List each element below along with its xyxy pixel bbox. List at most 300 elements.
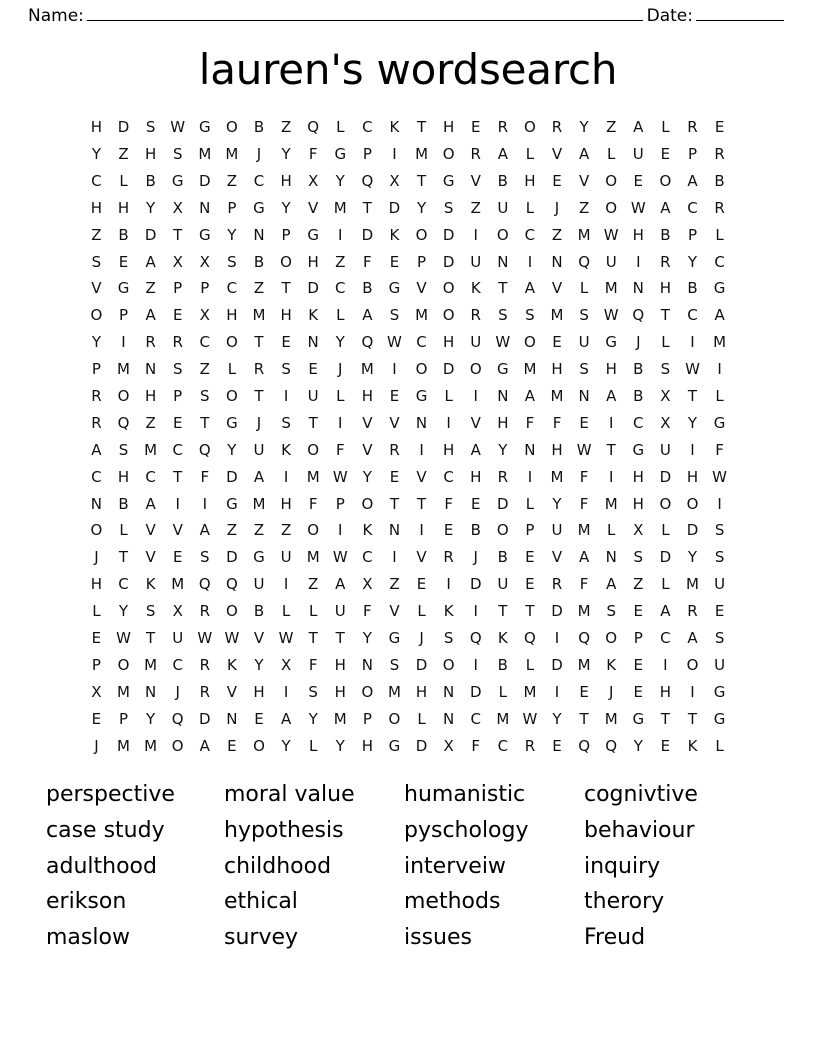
grid-cell[interactable]: V [172,521,183,540]
grid-cell[interactable]: A [524,387,536,405]
name-input-blank[interactable] [87,8,643,21]
grid-cell[interactable]: E [579,413,589,432]
grid-cell[interactable]: U [253,440,265,459]
grid-cell[interactable]: Q [171,709,184,728]
grid-cell[interactable]: V [551,144,563,163]
grid-cell[interactable]: W [116,629,131,648]
grid-cell[interactable]: S [91,252,102,271]
grid-cell[interactable]: O [361,494,374,513]
grid-cell[interactable]: C [687,198,698,217]
grid-cell[interactable]: T [416,494,427,513]
grid-cell[interactable]: K [606,655,617,674]
grid-cell[interactable]: V [253,629,265,648]
grid-cell[interactable]: I [690,440,695,459]
grid-cell[interactable]: B [714,171,725,190]
grid-cell[interactable]: H [361,736,373,755]
grid-cell[interactable]: P [200,279,210,298]
grid-cell[interactable]: H [605,360,617,379]
word-list-item[interactable]: erikson [46,889,127,915]
word-list-item[interactable]: pyschology [404,818,529,844]
grid-cell[interactable]: M [415,144,429,163]
grid-cell[interactable]: H [524,171,536,190]
grid-cell[interactable]: H [686,467,699,486]
grid-cell[interactable]: P [118,709,129,728]
grid-cell[interactable]: P [227,198,237,217]
grid-cell[interactable]: B [497,655,508,674]
grid-cell[interactable]: N [524,440,536,459]
grid-cell[interactable]: C [253,171,265,190]
grid-cell[interactable]: W [170,118,186,137]
grid-cell[interactable]: T [335,629,345,648]
grid-cell[interactable]: S [633,548,644,567]
grid-cell[interactable]: K [443,602,454,621]
grid-cell[interactable]: R [172,333,183,352]
grid-cell[interactable]: N [199,198,211,217]
grid-cell[interactable]: D [415,655,428,674]
grid-cell[interactable]: N [578,387,590,405]
grid-cell[interactable]: O [659,171,672,190]
grid-cell[interactable]: X [199,306,210,325]
grid-cell[interactable]: M [360,360,374,379]
grid-cell[interactable]: P [335,494,345,513]
grid-cell[interactable]: W [576,440,592,459]
grid-cell[interactable]: X [280,655,292,674]
grid-cell[interactable]: N [90,494,103,513]
grid-cell[interactable]: H [90,118,103,137]
grid-cell[interactable]: E [579,682,589,701]
grid-cell[interactable]: L [525,198,535,217]
grid-cell[interactable]: T [525,602,535,621]
grid-cell[interactable]: P [91,655,101,674]
grid-cell[interactable]: E [633,682,644,701]
grid-cell[interactable]: S [606,602,616,621]
grid-cell[interactable]: Z [335,252,346,271]
grid-cell[interactable]: F [579,575,589,594]
grid-cell[interactable]: V [578,171,590,190]
word-list-item[interactable]: adulthood [46,853,157,879]
grid-cell[interactable]: I [338,413,343,432]
grid-cell[interactable]: H [497,413,509,432]
grid-cell[interactable]: T [687,387,698,405]
grid-cell[interactable]: Z [253,521,265,540]
grid-cell[interactable]: U [551,521,563,540]
grid-cell[interactable]: S [443,198,454,217]
grid-cell[interactable]: O [442,279,455,298]
grid-cell[interactable]: R [660,252,671,271]
grid-cell[interactable]: Q [578,629,591,648]
grid-cell[interactable]: X [199,252,210,271]
grid-cell[interactable]: L [444,387,453,405]
grid-cell[interactable]: N [144,360,157,379]
grid-cell[interactable]: O [605,629,618,648]
grid-cell[interactable]: Z [226,521,238,540]
grid-cell[interactable]: R [253,360,265,379]
grid-cell[interactable]: X [443,736,454,755]
grid-cell[interactable]: G [226,413,238,432]
grid-cell[interactable]: E [552,333,562,352]
grid-cell[interactable]: L [119,521,128,540]
grid-cell[interactable]: Q [524,629,536,648]
grid-cell[interactable]: C [524,225,536,244]
grid-cell[interactable]: L [525,494,535,513]
grid-cell[interactable]: I [338,225,343,244]
grid-cell[interactable]: S [145,118,156,137]
grid-cell[interactable]: T [687,709,698,728]
grid-cell[interactable]: M [523,682,537,701]
grid-cell[interactable]: R [687,602,698,621]
grid-cell[interactable]: L [336,387,345,405]
grid-cell[interactable]: W [278,629,294,648]
grid-cell[interactable]: O [253,736,265,755]
grid-cell[interactable]: A [497,144,508,163]
grid-cell[interactable]: M [604,279,618,298]
grid-cell[interactable]: A [606,575,617,594]
grid-cell[interactable]: S [227,252,237,271]
grid-cell[interactable]: G [253,198,265,217]
grid-cell[interactable]: D [226,467,238,486]
grid-cell[interactable]: Z [91,225,102,244]
grid-cell[interactable]: L [281,602,291,621]
grid-cell[interactable]: H [470,467,482,486]
word-list-item[interactable]: ethical [224,889,298,915]
word-list-item[interactable]: moral value [224,782,355,808]
grid-cell[interactable]: R [524,736,536,755]
grid-cell[interactable]: I [717,360,722,379]
grid-cell[interactable]: T [254,333,264,352]
grid-cell[interactable]: W [495,333,511,352]
grid-cell[interactable]: A [145,306,156,325]
grid-cell[interactable]: Y [552,494,562,513]
grid-cell[interactable]: J [636,333,641,352]
grid-cell[interactable]: T [498,602,508,621]
grid-cell[interactable]: H [632,494,644,513]
grid-cell[interactable]: H [659,279,672,298]
grid-cell[interactable]: C [172,655,183,674]
grid-cell[interactable]: D [388,198,401,217]
word-list-item[interactable]: hypothesis [224,818,344,844]
grid-cell[interactable]: I [283,682,289,701]
grid-cell[interactable]: W [630,198,646,217]
grid-cell[interactable]: P [281,225,291,244]
grid-cell[interactable]: J [94,736,99,755]
grid-cell[interactable]: Y [308,709,318,728]
grid-cell[interactable]: S [525,306,535,325]
grid-cell[interactable]: Y [146,198,156,217]
grid-cell[interactable]: M [171,575,185,594]
grid-cell[interactable]: P [633,629,643,648]
grid-cell[interactable]: M [144,440,158,459]
grid-cell[interactable]: B [633,387,644,405]
grid-cell[interactable]: V [145,548,156,567]
grid-cell[interactable]: G [388,629,401,648]
grid-cell[interactable]: U [334,602,346,621]
grid-cell[interactable]: L [417,602,426,621]
grid-cell[interactable]: C [199,333,211,352]
grid-cell[interactable]: L [92,602,101,621]
date-input-blank[interactable] [696,8,784,21]
grid-cell[interactable]: O [307,440,320,459]
grid-cell[interactable]: H [659,682,672,701]
grid-cell[interactable]: I [690,333,695,352]
grid-cell[interactable]: Y [362,629,372,648]
grid-cell[interactable]: C [362,118,373,137]
grid-cell[interactable]: I [283,387,289,405]
grid-cell[interactable]: G [632,709,645,728]
grid-cell[interactable]: H [90,198,103,217]
grid-cell[interactable]: S [308,682,318,701]
grid-cell[interactable]: B [118,225,129,244]
grid-cell[interactable]: O [686,494,699,513]
grid-cell[interactable]: U [280,548,292,567]
word-list-item[interactable]: cognivtive [584,782,698,808]
grid-cell[interactable]: G [334,144,347,163]
grid-cell[interactable]: U [470,252,482,271]
grid-cell[interactable]: O [171,736,184,755]
grid-cell[interactable]: E [714,118,725,137]
grid-cell[interactable]: D [551,655,563,674]
grid-cell[interactable]: E [443,521,454,540]
grid-cell[interactable]: T [498,279,508,298]
grid-cell[interactable]: M [415,306,429,325]
grid-cell[interactable]: F [363,252,372,271]
grid-cell[interactable]: G [713,709,726,728]
grid-cell[interactable]: U [497,575,509,594]
grid-cell[interactable]: I [419,440,424,459]
grid-cell[interactable]: A [199,736,210,755]
grid-cell[interactable]: Y [335,171,345,190]
grid-cell[interactable]: O [117,655,130,674]
grid-cell[interactable]: G [713,682,726,701]
grid-cell[interactable]: X [172,252,183,271]
grid-cell[interactable]: Y [281,198,291,217]
grid-cell[interactable]: G [198,118,211,137]
grid-cell[interactable]: M [144,736,158,755]
grid-cell[interactable]: Q [225,575,238,594]
grid-cell[interactable]: C [714,252,725,271]
grid-cell[interactable]: O [415,360,428,379]
grid-cell[interactable]: D [117,118,130,137]
grid-cell[interactable]: E [389,467,400,486]
grid-cell[interactable]: R [497,118,509,137]
grid-cell[interactable]: E [254,709,264,728]
grid-cell[interactable]: C [118,575,129,594]
grid-cell[interactable]: Y [118,602,129,621]
grid-cell[interactable]: A [91,440,102,459]
word-list-item[interactable]: perspective [46,782,175,808]
grid-cell[interactable]: M [577,521,591,540]
wordsearch-grid[interactable] [83,114,733,759]
grid-cell[interactable]: L [715,387,724,405]
grid-cell[interactable]: E [227,736,237,755]
grid-cell[interactable]: B [253,602,265,621]
grid-cell[interactable]: A [578,548,590,567]
grid-cell[interactable]: Y [146,709,156,728]
grid-cell[interactable]: W [387,333,402,352]
grid-cell[interactable]: I [121,333,126,352]
grid-cell[interactable]: B [362,279,373,298]
grid-cell[interactable]: T [308,629,318,648]
grid-cell[interactable]: Q [578,252,591,271]
grid-cell[interactable]: M [306,467,320,486]
grid-cell[interactable]: T [281,279,291,298]
grid-cell[interactable]: S [389,655,400,674]
grid-cell[interactable]: O [686,655,699,674]
grid-cell[interactable]: E [416,575,427,594]
grid-cell[interactable]: A [335,575,346,594]
grid-cell[interactable]: O [415,225,428,244]
grid-cell[interactable]: Q [361,333,374,352]
grid-cell[interactable]: N [443,709,455,728]
grid-cell[interactable]: L [417,709,426,728]
grid-cell[interactable]: E [470,494,481,513]
grid-cell[interactable]: H [307,252,319,271]
grid-cell[interactable]: V [551,279,563,298]
grid-cell[interactable]: L [308,736,318,755]
grid-cell[interactable]: K [497,629,508,648]
grid-cell[interactable]: E [172,548,183,567]
grid-cell[interactable]: I [175,494,180,513]
grid-cell[interactable]: B [497,548,508,567]
grid-cell[interactable]: D [659,467,672,486]
grid-cell[interactable]: T [118,548,129,567]
grid-cell[interactable]: V [226,682,238,701]
grid-cell[interactable]: F [308,144,318,163]
grid-cell[interactable]: D [415,736,428,755]
grid-cell[interactable]: A [606,387,617,405]
grid-cell[interactable]: K [281,440,291,459]
grid-cell[interactable]: M [496,709,510,728]
grid-cell[interactable]: U [659,440,671,459]
grid-cell[interactable]: Q [632,306,645,325]
grid-cell[interactable]: T [173,467,183,486]
grid-cell[interactable]: K [389,225,400,244]
grid-cell[interactable]: I [446,413,451,432]
grid-cell[interactable]: I [554,682,560,701]
grid-cell[interactable]: M [550,467,564,486]
grid-cell[interactable]: L [525,144,535,163]
grid-cell[interactable]: H [551,360,563,379]
grid-cell[interactable]: R [199,602,211,621]
grid-cell[interactable]: U [253,575,265,594]
grid-cell[interactable]: V [470,413,481,432]
grid-cell[interactable]: D [361,225,374,244]
grid-cell[interactable]: H [144,387,157,405]
grid-cell[interactable]: N [361,655,373,674]
grid-cell[interactable]: S [145,602,156,621]
grid-cell[interactable]: S [172,360,183,379]
grid-cell[interactable]: T [660,306,670,325]
word-list-item[interactable]: survey [224,924,299,950]
grid-cell[interactable]: T [416,171,427,190]
grid-cell[interactable]: Q [198,575,211,594]
grid-cell[interactable]: X [362,575,373,594]
word-list-item[interactable]: case study [46,818,165,844]
grid-cell[interactable]: O [225,118,238,137]
grid-cell[interactable]: C [497,736,509,755]
grid-cell[interactable]: E [389,387,400,405]
grid-cell[interactable]: B [118,494,129,513]
grid-cell[interactable]: O [496,521,509,540]
grid-cell[interactable]: K [389,118,400,137]
grid-cell[interactable]: R [199,682,211,701]
grid-cell[interactable]: I [473,655,478,674]
grid-cell[interactable]: E [660,144,671,163]
grid-cell[interactable]: L [336,118,345,137]
grid-cell[interactable]: A [362,306,373,325]
grid-cell[interactable]: K [308,306,319,325]
grid-cell[interactable]: B [633,360,644,379]
grid-cell[interactable]: Y [416,198,427,217]
grid-cell[interactable]: H [334,655,346,674]
grid-cell[interactable]: K [470,279,481,298]
grid-cell[interactable]: N [415,413,428,432]
grid-cell[interactable]: C [687,306,698,325]
grid-cell[interactable]: V [362,413,373,432]
grid-cell[interactable]: I [338,521,343,540]
grid-cell[interactable]: Y [227,440,237,459]
grid-cell[interactable]: S [498,306,508,325]
grid-cell[interactable]: I [473,225,478,244]
word-list-item[interactable]: maslow [46,924,130,950]
grid-cell[interactable]: K [362,521,373,540]
grid-cell[interactable]: A [687,171,698,190]
grid-cell[interactable]: M [333,709,347,728]
grid-cell[interactable]: D [469,575,482,594]
grid-cell[interactable]: Y [91,333,101,352]
grid-cell[interactable]: U [632,144,644,163]
grid-cell[interactable]: Q [117,413,130,432]
grid-cell[interactable]: I [554,629,560,648]
grid-cell[interactable]: N [497,252,509,271]
grid-cell[interactable]: Y [281,736,291,755]
grid-cell[interactable]: V [470,171,481,190]
grid-cell[interactable]: H [117,198,130,217]
grid-cell[interactable]: L [579,279,589,298]
grid-cell[interactable]: E [633,602,644,621]
grid-cell[interactable]: S [172,144,183,163]
grid-cell[interactable]: I [283,575,289,594]
grid-cell[interactable]: L [227,360,237,379]
grid-cell[interactable]: T [146,629,156,648]
grid-cell[interactable]: D [469,682,482,701]
grid-cell[interactable]: K [226,655,237,674]
grid-cell[interactable]: N [307,333,319,352]
grid-cell[interactable]: E [470,118,481,137]
grid-cell[interactable]: X [389,171,400,190]
grid-cell[interactable]: E [714,602,725,621]
grid-cell[interactable]: D [551,602,563,621]
grid-cell[interactable]: E [172,306,183,325]
grid-cell[interactable]: J [338,360,343,379]
grid-cell[interactable]: T [362,198,372,217]
grid-cell[interactable]: T [254,387,264,405]
grid-cell[interactable]: W [603,306,619,325]
grid-cell[interactable]: K [145,575,156,594]
grid-cell[interactable]: B [145,171,156,190]
grid-cell[interactable]: I [392,360,397,379]
grid-cell[interactable]: M [144,655,158,674]
grid-cell[interactable]: E [308,360,318,379]
grid-cell[interactable]: R [551,575,563,594]
grid-cell[interactable]: N [551,252,563,271]
grid-cell[interactable]: M [306,548,320,567]
grid-cell[interactable]: E [633,171,644,190]
grid-cell[interactable]: X [660,387,671,405]
grid-cell[interactable]: Y [498,440,508,459]
grid-cell[interactable]: I [690,682,695,701]
grid-cell[interactable]: M [387,682,401,701]
grid-cell[interactable]: Q [307,118,320,137]
